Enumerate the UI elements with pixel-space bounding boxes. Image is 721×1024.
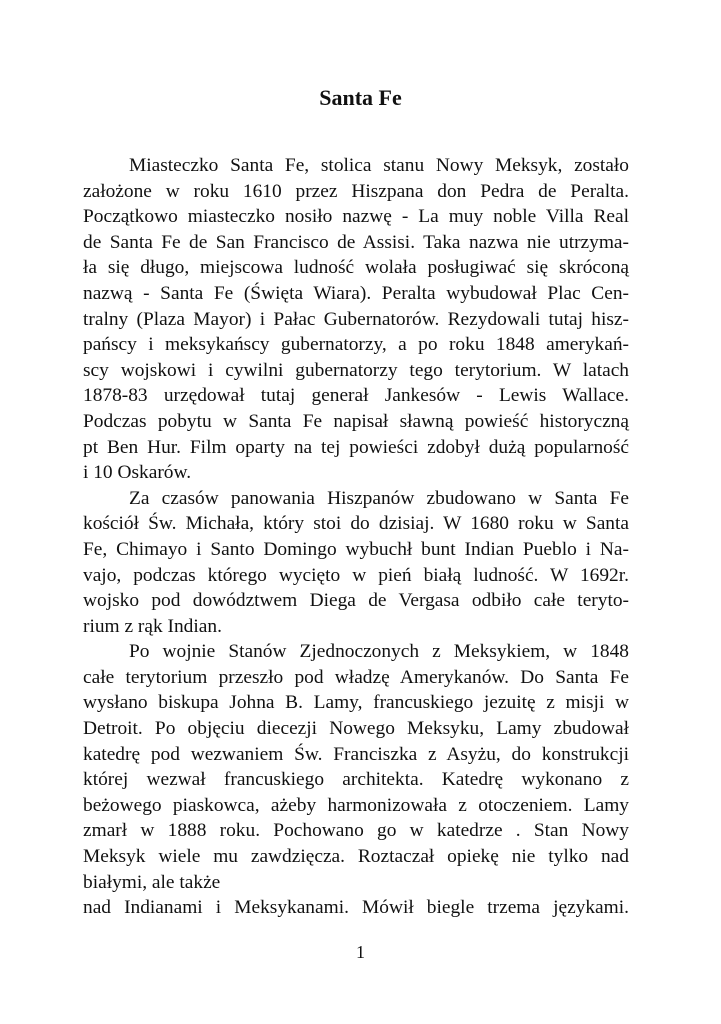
text-line: Fe, Chimayo i Santo Domingo wybuchł bunt Indian Pueblo i Na-	[83, 538, 629, 560]
text-line: założone w roku 1610 przez Hiszpana don Pedra de Peralta.	[83, 180, 629, 202]
text-line: katedrę pod wezwaniem Św. Franciszka z Asyżu, do konstrukcji	[83, 743, 629, 765]
text-line: Za czasów panowania Hiszpanów zbudowano w Santa Fe	[129, 487, 629, 509]
text-line: beżowego piaskowca, ażeby harmonizowała z otoczeniem. Lamy	[83, 794, 629, 816]
text-line: Meksyk wiele mu zawdzięcza. Roztaczał opiekę nie tylko nad	[83, 846, 629, 868]
text-line: nad Indianami i Meksykanami. Mówił biegle trzema językami.	[83, 897, 629, 919]
text-line: białymi, ale także	[83, 871, 221, 893]
text-line: 1878-83 urzędował tutaj generał Jankesów - Lewis Wallace.	[83, 385, 629, 407]
body-text	[83, 153, 629, 921]
text-line: pańscy i meksykańscy gubernatorzy, a po roku 1848 amerykań-	[83, 334, 629, 356]
text-line: de Santa Fe de San Francisco de Assisi. Taka nazwa nie utrzyma-	[83, 231, 629, 253]
text-line: Miasteczko Santa Fe, stolica stanu Nowy Meksyk, zostało	[129, 155, 629, 176]
text-line: kościół Św. Michała, który stoi do dzisiaj. W 1680 roku w Santa	[83, 513, 629, 535]
text-line: Detroit. Po objęciu diecezji Nowego Meksyku, Lamy zbudował	[83, 718, 629, 740]
text-line: wysłano biskupa Johna B. Lamy, francuskiego jezuitę z misji w	[83, 692, 629, 714]
text-line: Początkowo miasteczko nosiło nazwę - La muy noble Villa Real	[83, 206, 629, 228]
text-line: Po wojnie Stanów Zjednoczonych z Meksykiem, w 1848	[129, 641, 629, 663]
text-line: i 10 Oskarów.	[83, 462, 192, 484]
text-line: nazwą - Santa Fe (Święta Wiara). Peralta wybudował Plac Cen-	[83, 282, 629, 304]
page-title: Santa Fe	[319, 85, 402, 110]
text-line: ła się długo, miejscowa ludność wolała posługiwać się skróconą	[83, 257, 629, 279]
text-line: zmarł w 1888 roku. Pochowano go w katedrze . Stan Nowy	[83, 820, 629, 842]
text-line: rium z rąk Indian.	[83, 615, 222, 637]
page-number: 1	[356, 942, 365, 962]
text-line: której wezwał francuskiego architekta. Katedrę wykonano z	[83, 769, 629, 791]
text-line: wojsko pod dowództwem Diega de Vergasa odbiło całe teryto-	[83, 590, 629, 612]
text-line: vajo, podczas którego wycięto w pień białą ludność. W 1692r.	[83, 564, 629, 586]
text-line: tralny (Plaza Mayor) i Pałac Gubernatorów. Rezydowali tutaj hisz-	[83, 308, 629, 330]
text-line: scy wojskowi i cywilni gubernatorzy tego terytorium. W latach	[83, 359, 629, 381]
text-line: pt Ben Hur. Film oparty na tej powieści zdobył dużą popularność	[83, 436, 629, 458]
text-line: całe terytorium przeszło pod władzę Amerykanów. Do Santa Fe	[83, 666, 629, 688]
text-line: Podczas pobytu w Santa Fe napisał sławną powieść historyczną	[83, 410, 629, 432]
